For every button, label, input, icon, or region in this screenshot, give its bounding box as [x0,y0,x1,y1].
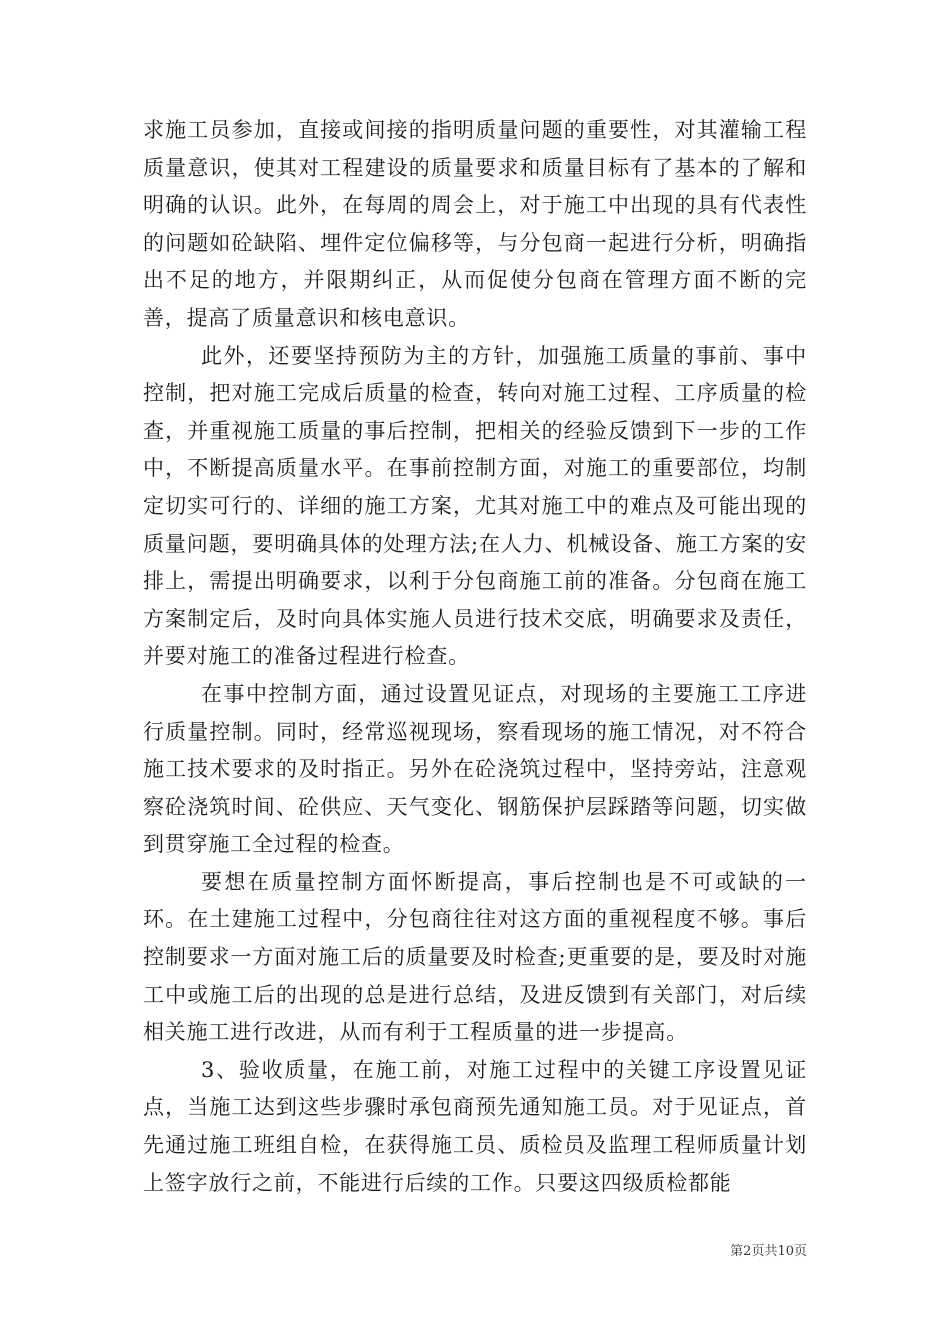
paragraph-3: 在事中控制方面，通过设置见证点，对现场的主要施工工序进行质量控制。同时，经常巡视现场，察看现场的施工情况，对不符合施工技术要求的及时指正。另外在砼浇筑过程中，坚持旁站，注意观察砼浇筑时间、砼供应、天气变化、钢筋保护层踩踏等问题，切实做到贯穿施工全过程的检查。 [143,681,807,857]
paragraph-1: 求施工员参加，直接或间接的指明质量问题的重要性，对其灌输工程质量意识，使其对工程建设的质量要求和质量目标有了基本的了解和明确的认识。此外，在每周的周会上，对于施工中出现的具有代表性的问题如砼缺陷、埋件定位偏移等，与分包商一起进行分析，明确指出不足的地方，并限期纠正，从而促使分包商在管理方面不断的完善，提高了质量意识和核电意识。 [143,118,807,330]
paragraph-5: 3、验收质量，在施工前，对施工过程中的关键工序设置见证点，当施工达到这些步骤时承包商预先通知施工员。对于见证点，首先通过施工班组自检，在获得施工员、质检员及监理工程师质量计划上签字放行之前，不能进行后续的工作。只要这四级质检都能 [143,1057,807,1195]
paragraph-2: 此外，还要坚持预防为主的方针，加强施工质量的事前、事中控制，把对施工完成后质量的检查，转向对施工过程、工序质量的检查，并重视施工质量的事后控制，把相关的经验反馈到下一步的工作中，不断提高质量水平。在事前控制方面，对施工的重要部位，均制定切实可行的、详细的施工方案，尤其对施工中的难点及可能出现的质量问题，要明确具体的处理方法;在人力、机械设备、施工方案的安排上，需提出明确要求，以利于分包商施工前的准备。分包商在施工方案制定后，及时向具体实施人员进行技术交底，明确要求及责任，并要对施工的准备过程进行检查。 [143,343,807,669]
page-number-footer: 第2页共10页 [730,1244,807,1259]
paragraph-4: 要想在质量控制方面怀断提高，事后控制也是不可或缺的一环。在土建施工过程中，分包商往往对这方面的重视程度不够。事后控制要求一方面对施工后的质量要及时检查;更重要的是，要及时对施工中或施工后的出现的总是进行总结，及进反馈到有关部门，对后续相关施工进行改进，从而有利于工程质量的进一步提高。 [143,869,807,1045]
document-body [143,112,807,1202]
